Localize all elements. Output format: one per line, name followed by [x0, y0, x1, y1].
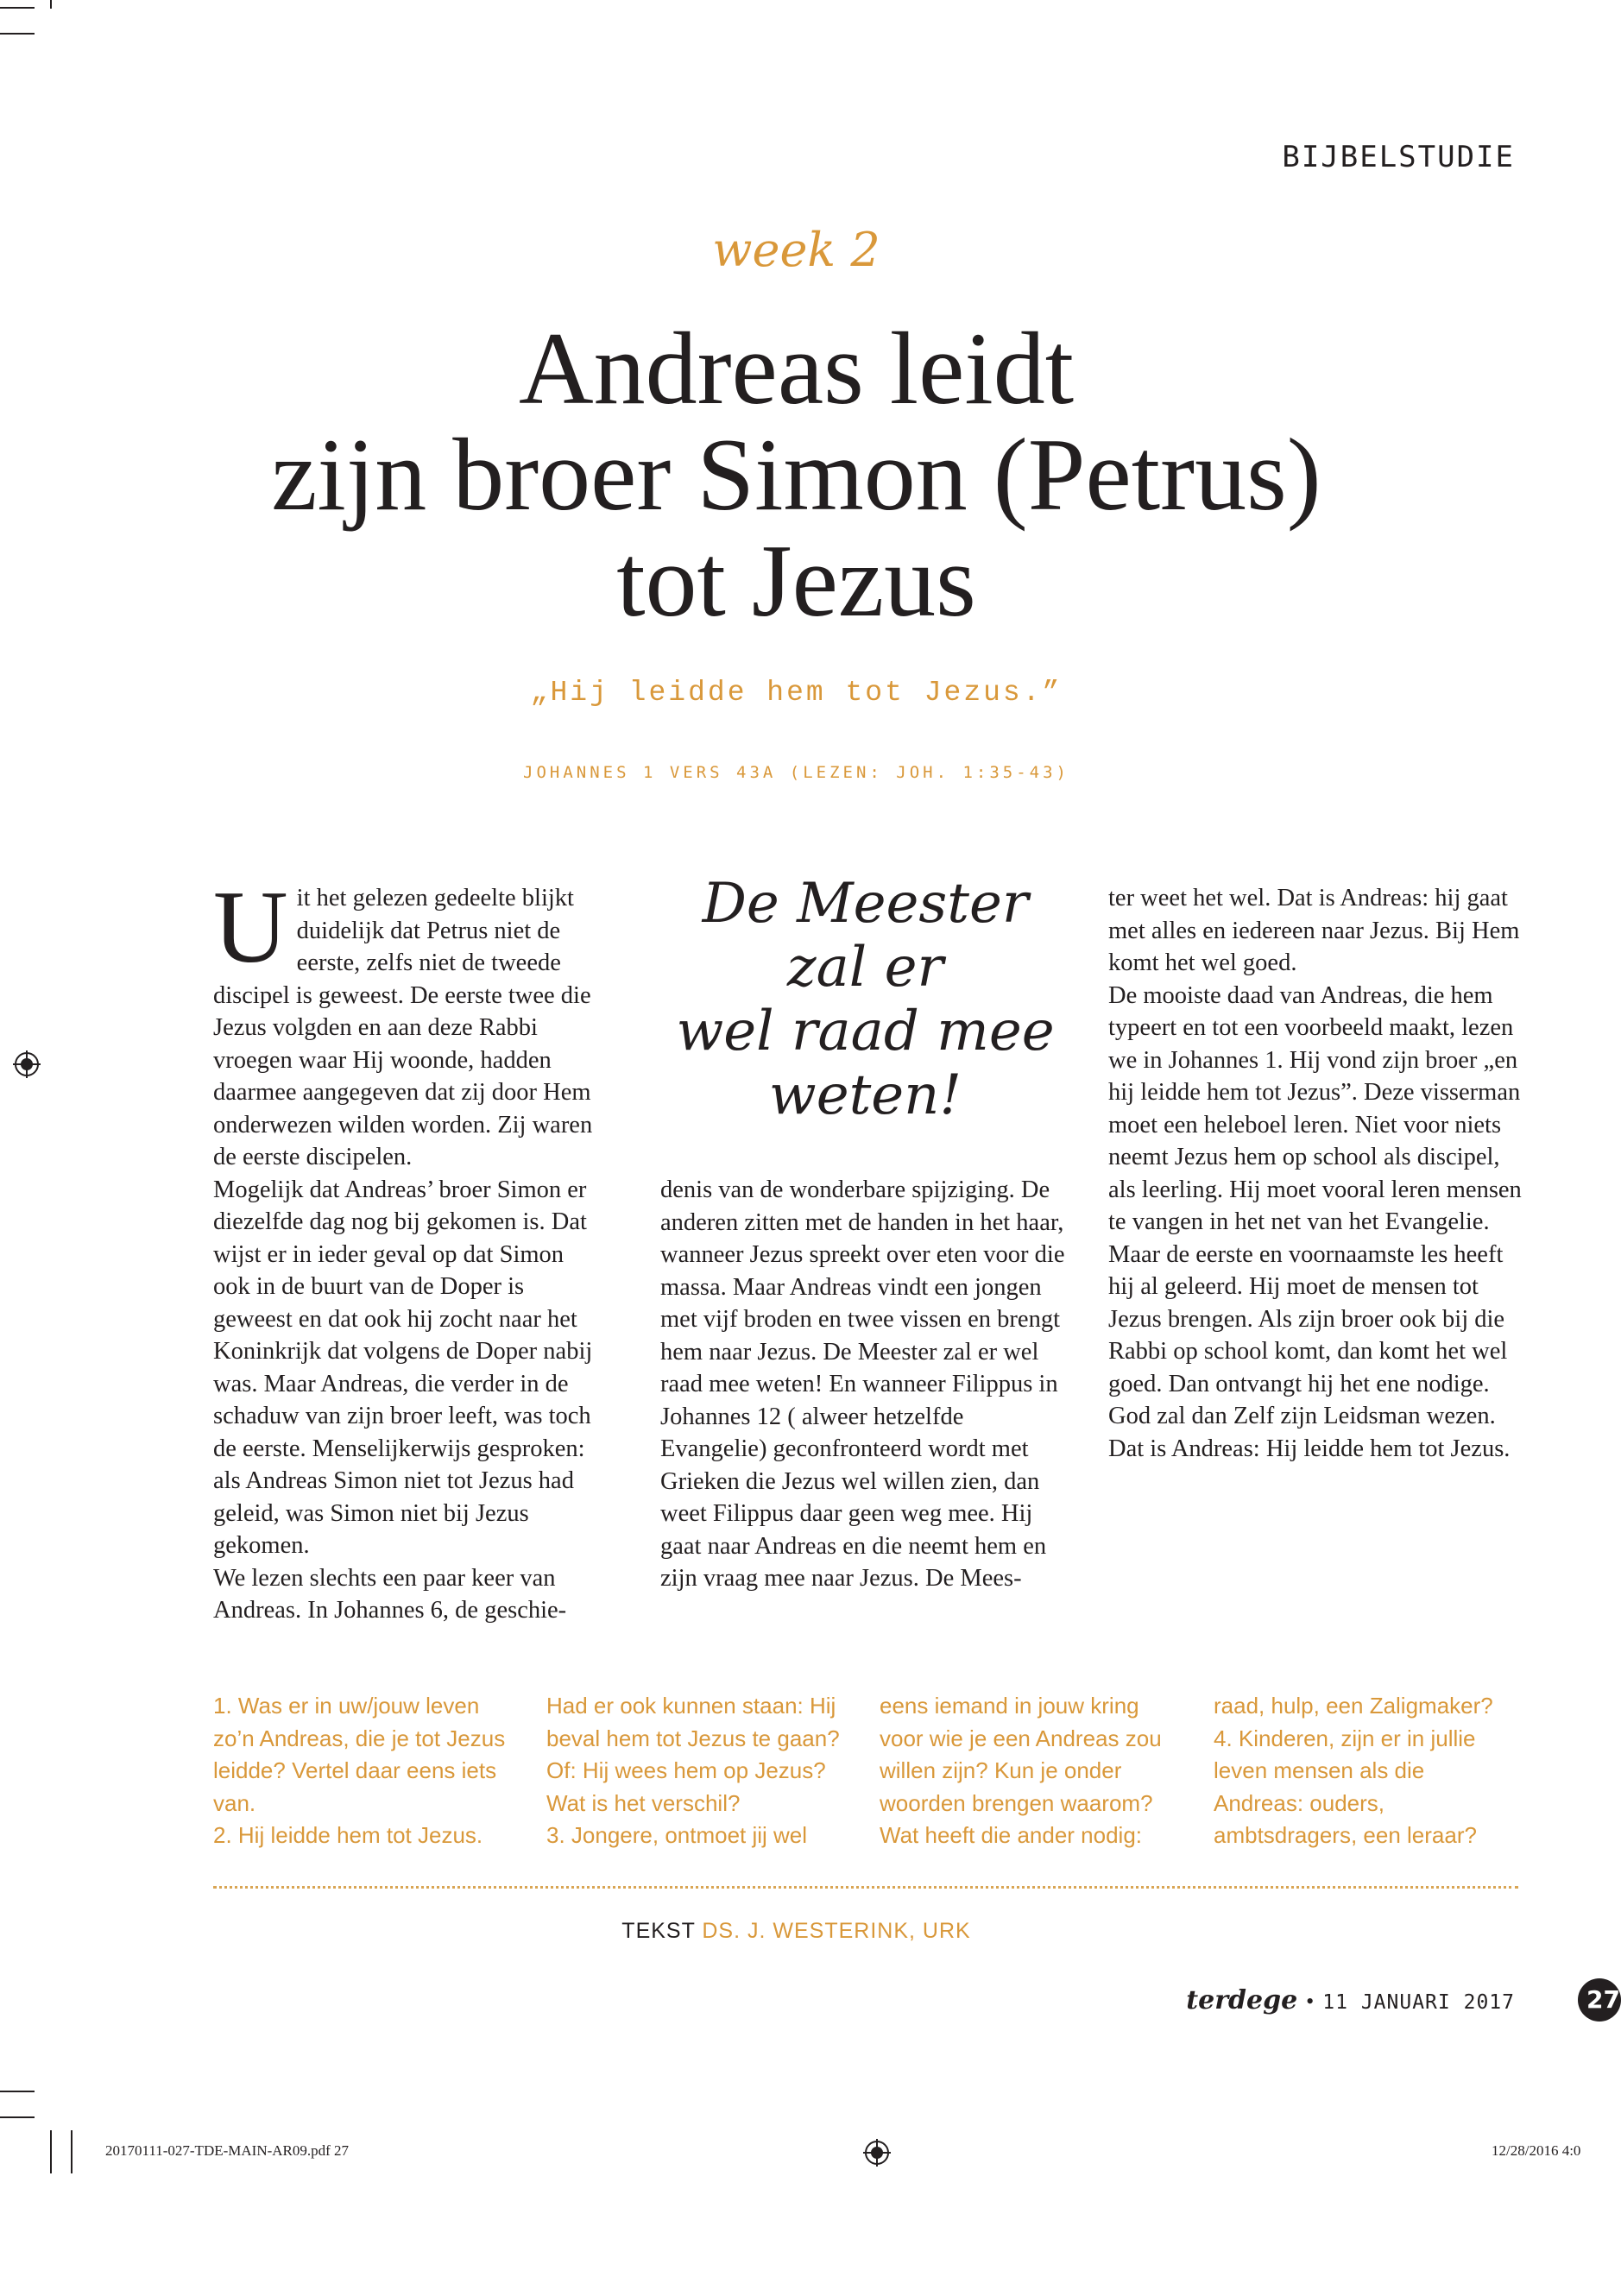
footer-separator: • [1306, 1989, 1315, 2014]
discussion-questions-col-1 [213, 1690, 515, 1852]
week-label: week 2 [712, 223, 880, 277]
body-column-3 [1108, 882, 1523, 1465]
dotted-divider [213, 1886, 1518, 1889]
title-line: zijn broer Simon (Petrus) [271, 417, 1321, 532]
discussion-questions-col-2 [546, 1690, 848, 1852]
question-text: 1. Was er in uw/jouw leven zo’n Andreas, die je tot Jezus leidde? Vertel daar eens iets van. [213, 1693, 506, 1816]
credit-author: DS. J. WESTERINK, URK [702, 1919, 971, 1943]
section-label: BIJBELSTUDIE [1282, 140, 1515, 174]
crop-mark [50, 0, 52, 9]
paragraph: denis van de wonderbare spijziging. De anderen zitten met de handen in het haar, wanneer Jezus spreekt over eten voor die massa. Maar Andreas vindt een jongen met vijf broden en twee vissen en brengt hem naar Jezus. De Meester zal er wel raad mee weten! En wanneer Filippus in Johannes 12 ( alweer hetzelfde Evangelie) geconfronteerd wordt met Grieken die Jezus wel willen zien, dan weet Filippus daar geen weg mee. Hij gaat naar Andreas en die neemt hem en zijn vraag mee naar Jezus. De Mees- [660, 1176, 1065, 1592]
pull-quote-line: wel raad mee [676, 1000, 1055, 1063]
drop-cap: U [213, 869, 288, 984]
title-line: tot Jezus [616, 523, 976, 638]
question-text: 2. Hij leidde hem tot Jezus. [213, 1822, 483, 1848]
discussion-questions-col-3 [880, 1690, 1182, 1852]
crop-mark [71, 2130, 73, 2173]
paragraph: ter weet het wel. Dat is Andreas: hij gaat met alles en iedereen naar Jezus. Bij Hem komt het wel goed. [1108, 885, 1520, 976]
paragraph: Dat is Andreas: Hij leidde hem tot Jezus. [1108, 1435, 1511, 1462]
registration-mark-icon [13, 1050, 41, 1078]
pull-quote-line: zal er [786, 936, 944, 1000]
crop-mark [0, 33, 35, 35]
scripture-reference: JOHANNES 1 VERS 43A (LEZEN: JOH. 1:35-43) [523, 763, 1069, 782]
pull-quote-line: weten! [768, 1063, 962, 1127]
body-column-2 [660, 1174, 1070, 1595]
page-number: 27 [1578, 1978, 1621, 2022]
crop-mark [0, 2116, 35, 2118]
question-text: raad, hulp, een Zaligmaker? [1214, 1693, 1493, 1719]
question-text: 4. Kinderen, zijn er in jullie leven mensen als die Andreas: ouders, ambtsdragers, een leraar? [1214, 1725, 1477, 1848]
pull-quote [660, 872, 1070, 1127]
pull-quote-line: De Meester [702, 872, 1029, 936]
question-text: 3. Jongere, ontmoet jij wel [546, 1822, 808, 1848]
print-timestamp: 12/28/2016 4:0 [1492, 2142, 1581, 2159]
discussion-questions-col-4 [1214, 1690, 1516, 1852]
paragraph: Mogelijk dat Andreas’ broer Simon er diezelfde dag nog bij gekomen is. Dat wijst er in ieder geval op dat Simon ook in de buurt van de Doper is geweest en dat ook hij zocht naar het Koninkrijk dat volgens de Doper nabij was. Maar Andreas, die verder in de schaduw van zijn broer leeft, was toch de eerste. Menselijkerwijs gesproken: als Andreas Simon niet tot Jezus had geleid, was Simon niet bij Jezus gekomen. [213, 1176, 593, 1559]
registration-mark-icon [863, 2139, 891, 2167]
body-column-1 [213, 869, 606, 1627]
article-title [0, 311, 1593, 638]
author-credit [0, 1919, 1593, 1944]
title-line: Andreas leidt [518, 311, 1075, 426]
page-footer [1186, 1985, 1515, 2015]
crop-mark [0, 7, 35, 9]
question-text: eens iemand in jouw kring voor wie je een Andreas zou willen zijn? Kun je onder woorden brengen waarom? Wat heeft die ander nodig: [880, 1693, 1162, 1848]
crop-mark [50, 2130, 52, 2173]
crop-mark [0, 2091, 35, 2092]
magazine-brand: terdege [1186, 1985, 1298, 2015]
paragraph: We lezen slechts een paar keer van Andreas. In Johannes 6, de geschie- [213, 1564, 567, 1624]
print-file-info: 20170111-027-TDE-MAIN-AR09.pdf 27 [105, 2142, 350, 2159]
key-verse-quote: „Hij leidde hem tot Jezus.” [530, 677, 1063, 709]
question-text: Had er ook kunnen staan: Hij beval hem tot Jezus te gaan? Of: Hij wees hem op Jezus? Wat is het verschil? [546, 1693, 840, 1816]
paragraph: Uit het gelezen gedeelte blijkt duidelijk dat Petrus niet de eerste, zelfs niet de tweede discipel is geweest. De eerste twee die Jezus volgden en aan deze Rabbi vroegen waar Hij woonde, hadden daarmee aangegeven dat zij door Hem onderwezen wilden worden. Zij waren de eerste discipelen. [213, 869, 593, 1170]
credit-label: TEKST [621, 1919, 696, 1943]
issue-date: 11 JANUARI 2017 [1322, 1991, 1515, 2014]
paragraph: De mooiste daad van Andreas, die hem typeert en tot een voorbeeld maakt, lezen we in Johannes 1. Hij vond zijn broer „en hij leidde hem tot Jezus”. Deze visserman moet een heleboel leren. Niet voor niets neemt Jezus hem op school als discipel, als leerling. Hij moet vooral leren mensen te vangen in het net van het Evangelie. Maar de eerste en voornaamste les heeft hij al geleerd. Hij moet de mensen tot Jezus brengen. Als zijn broer ook bij die Rabbi op school komt, dan komt het wel goed. Dan ontvangt hij het ene nodige. God zal dan Zelf zijn Leidsman wezen. [1108, 981, 1522, 1429]
